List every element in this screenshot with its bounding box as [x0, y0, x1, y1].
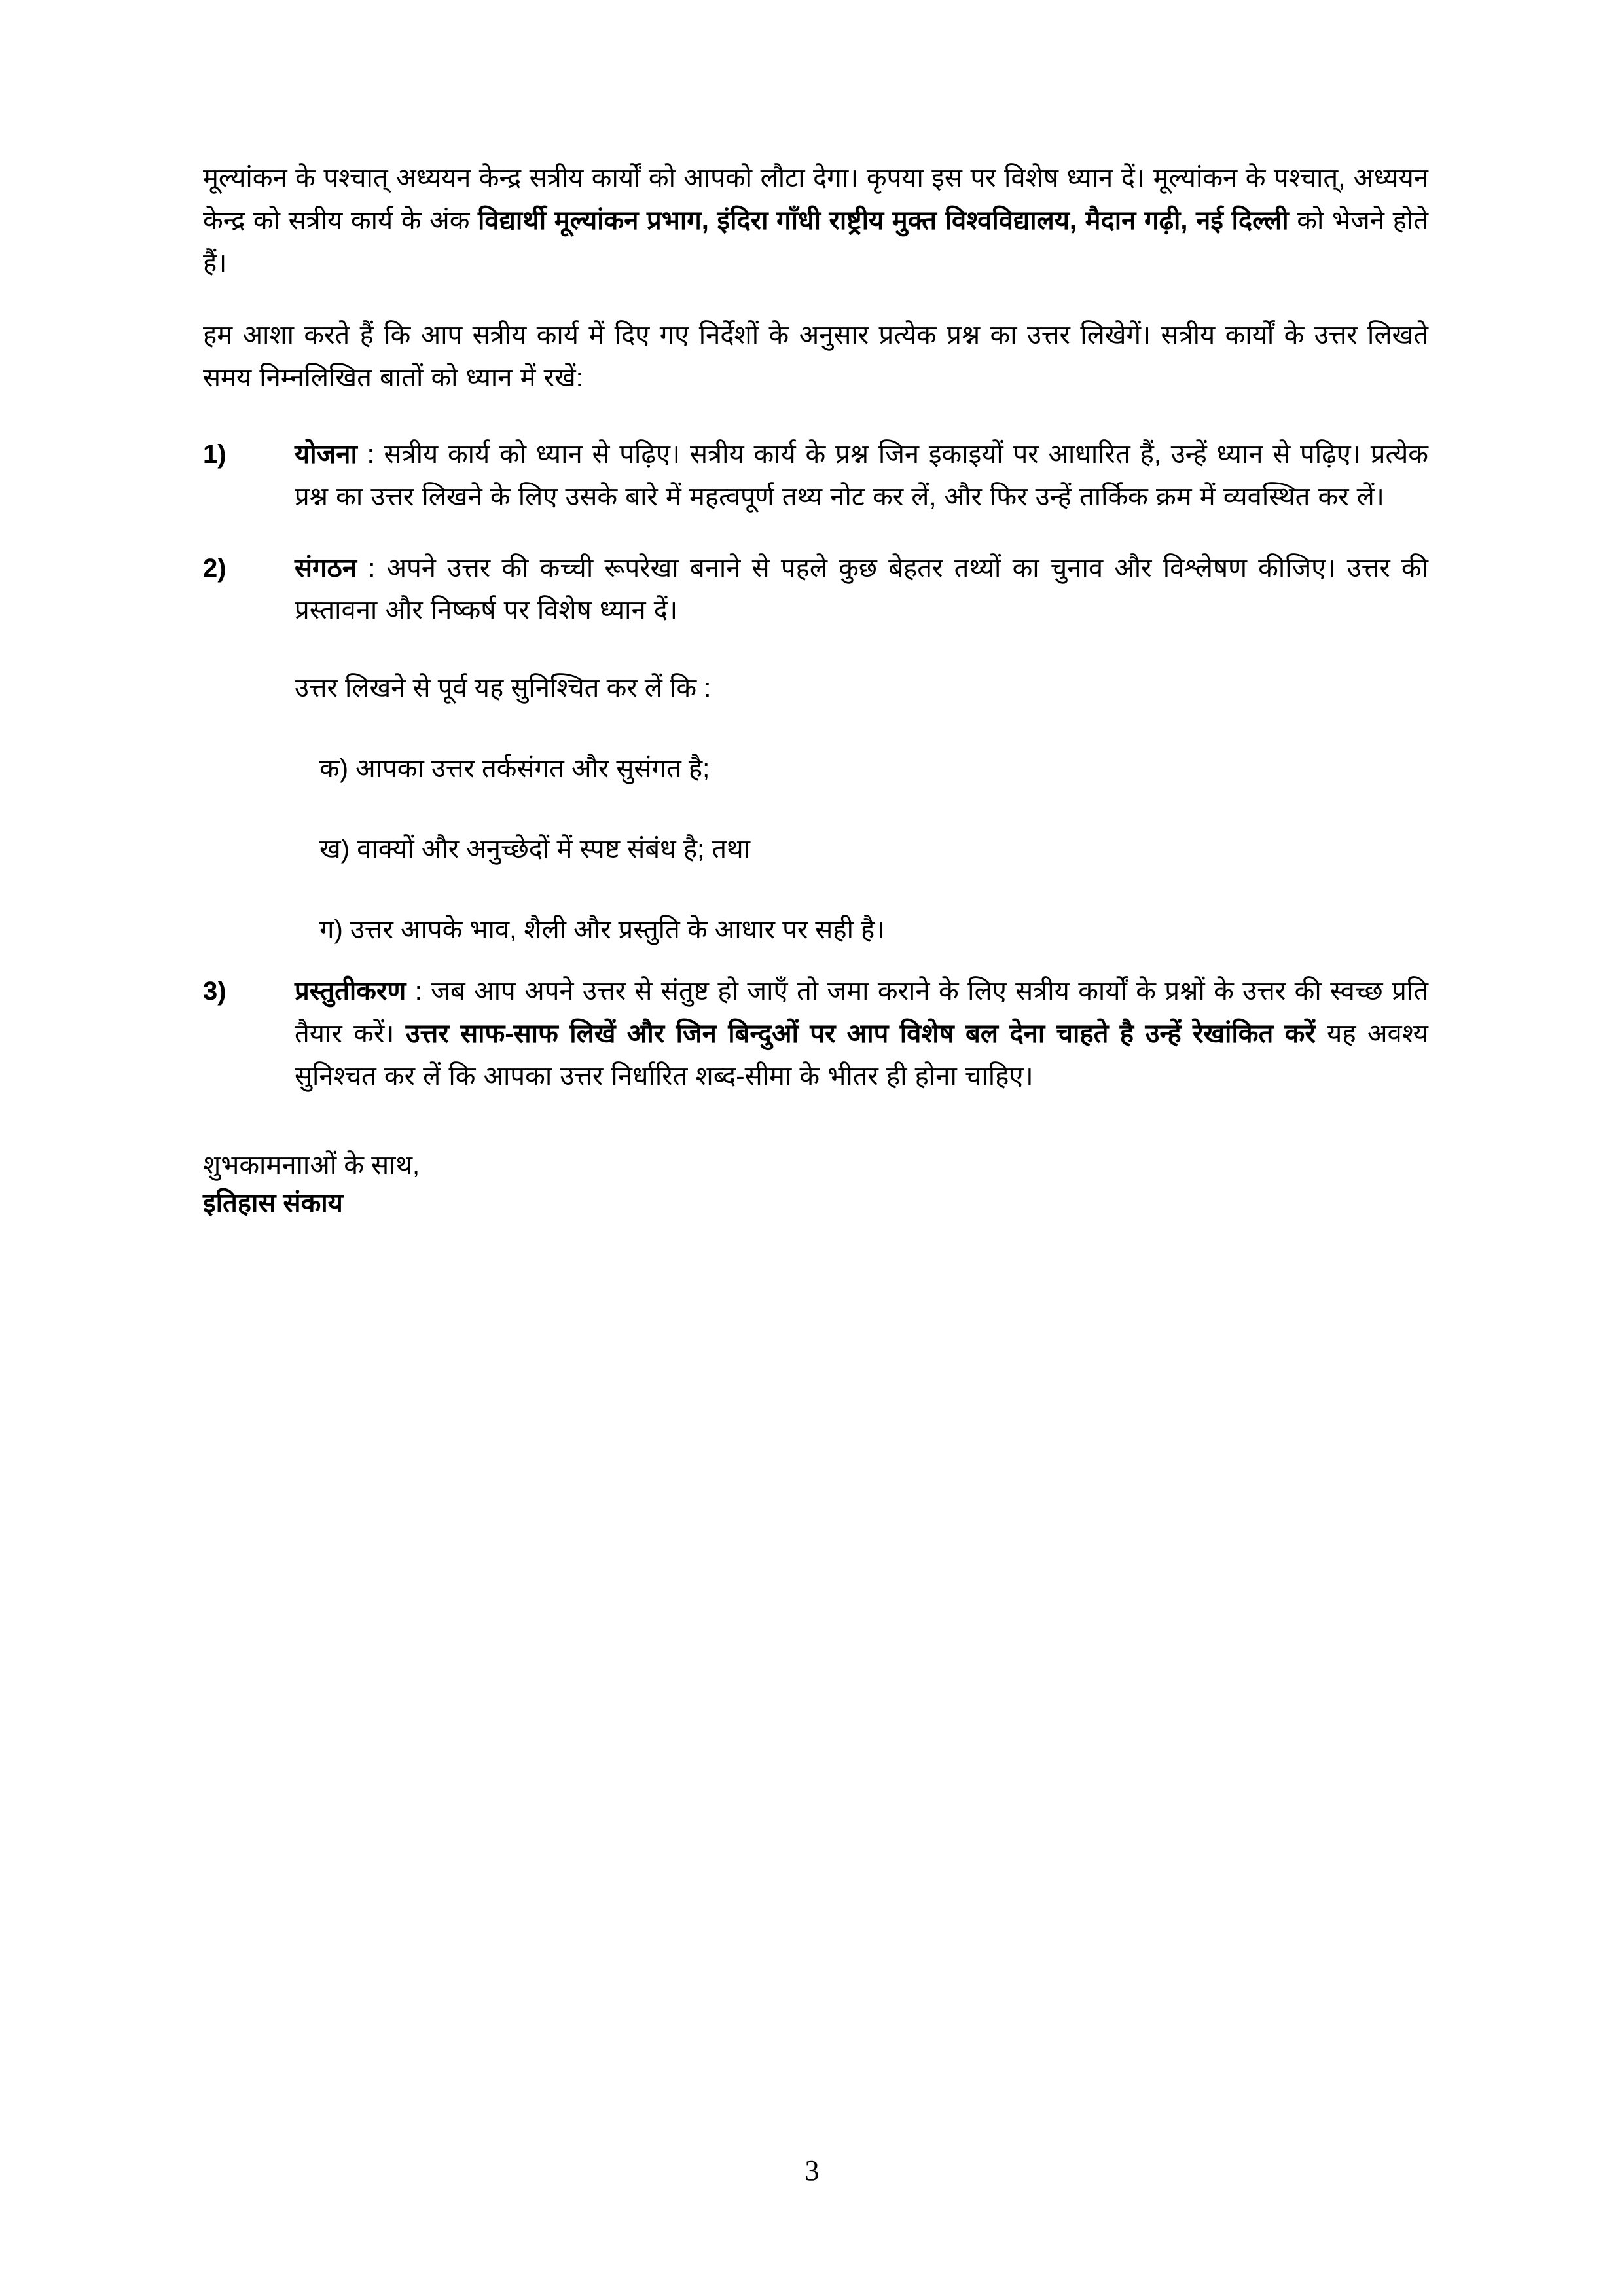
sub-condition-ga: ग) उत्तर आपके भाव, शैली और प्रस्तुति के आधार पर सही है। — [319, 915, 885, 944]
numbered-item-3-marker: 3) — [203, 977, 226, 1006]
numbered-item-3 — [203, 970, 1428, 1097]
numbered-item-3-bold-emphasis: उत्तर साफ-साफ लिखें और जिन बिन्दुओं पर आप विशेष बल देना चाहते है उन्हें रेखांकित करें — [405, 1019, 1316, 1049]
numbered-item-1-body — [295, 433, 1428, 519]
paragraph-1-part-1: मूल्यांकन के पश्चात् अध्ययन केन्द्र सत्रीय कार्यों को आपको लौटा देगा। कृपया इस पर विशेष ध्यान दें। मूल्यांकन के पश्चात्, अध्ययन केन्द्र को सत्रीय कार्य के अंक — [203, 164, 1428, 235]
numbered-item-3-lead: प्रस्तुतीकरण — [295, 977, 406, 1006]
closing-greeting: शुभकामनााओं के साथ, — [203, 1150, 420, 1180]
numbered-item-2-body — [295, 547, 1428, 632]
page-number: 3 — [804, 2155, 820, 2187]
numbered-item-3-text-part-2: यह अवश्य सुनिश्चत कर लें कि आपका उत्तर निर्धारित शब्द-सीमा के भीतर ही होना चाहिए। — [295, 1019, 1428, 1091]
paragraph-evaluation-return — [203, 157, 1428, 284]
numbered-item-2 — [203, 547, 1428, 632]
numbered-item-3-text-part-1: जब आप अपने उत्तर से संतुष्ट हो जाएँ तो जमा कराने के लिए सत्रीय कार्यों के प्रश्नों के उत्तर की स्वच्छ प्रति तैयार करें। — [295, 977, 1428, 1049]
numbered-item-1-text: सत्रीय कार्य को ध्यान से पढ़िए। सत्रीय कार्य के प्रश्न जिन इकाइयों पर आधारित हैं, उन्हें ध्यान से पढ़िए। प्रत्येक प्रश्न का उत्तर लिखने के लिए उसके बारे में महत्वपूर्ण तथ्य नोट कर लें, और फिर उन्हें तार्किक क्रम में व्यवस्थित कर लें। — [295, 439, 1428, 511]
numbered-item-3-body — [295, 970, 1428, 1097]
closing-block — [203, 1146, 1428, 1222]
numbered-item-2-marker: 2) — [203, 553, 226, 583]
numbered-item-2-separator: : — [357, 553, 387, 583]
numbered-item-1 — [203, 433, 1428, 519]
paragraph-1-bold-address: विद्यार्थी मूल्यांकन प्रभाग, इंदिरा गाँधी राष्ट्रीय मुक्त विश्वविद्यालय, मैदान गढ़ी, नई दिल्ली — [478, 206, 1289, 235]
sub-conditions-intro: उत्तर लिखने से पूर्व यह सुनिश्चित कर लें कि : — [295, 674, 712, 703]
numbered-item-2-text: अपने उत्तर की कच्ची रूपरेखा बनाने से पहले कुछ बेहतर तथ्यों का चुनाव और विश्लेषण कीजिए। उत्तर की प्रस्तावना और निष्कर्ष पर विशेष ध्यान दें। — [295, 553, 1428, 625]
numbered-item-3-separator: : — [406, 977, 431, 1006]
numbered-item-1-marker: 1) — [203, 439, 226, 469]
sub-condition-kha: ख) वाक्यों और अनुच्छेदों में स्पष्ट संबंध है; तथा — [319, 834, 751, 864]
numbered-item-2-lead: संगठन — [295, 553, 357, 583]
sub-conditions-block — [203, 667, 1428, 951]
numbered-item-1-lead: योजना — [295, 439, 357, 469]
numbered-item-1-separator: : — [357, 439, 384, 469]
spacer — [203, 951, 1428, 970]
paragraph-1-part-2: को भेजने होते हैं। — [203, 206, 1428, 278]
sub-condition-ka: क) आपका उत्तर तर्कसंगत और सुसंगत है; — [319, 754, 710, 783]
closing-signature-faculty: इतिहास संकाय — [203, 1188, 343, 1218]
page-content — [203, 157, 1428, 1222]
paragraph-instructions-intro: हम आशा करते हैं कि आप सत्रीय कार्य में दिए गए निर्देशों के अनुसार प्रत्येक प्रश्न का उत्तर लिखेगें। सत्रीय कार्यों के उत्तर लिखते समय निम्नलिखित बातों को ध्यान में रखें: — [203, 321, 1428, 393]
